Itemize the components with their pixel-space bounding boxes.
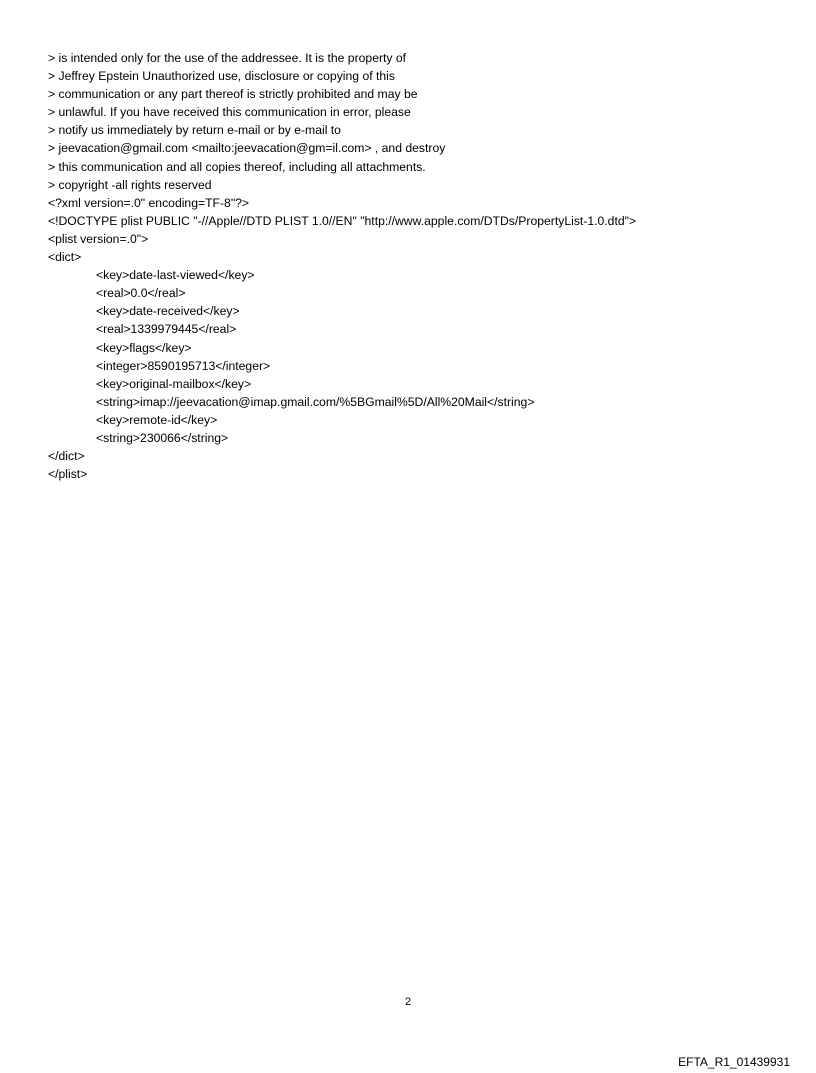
plist-close-line: </plist> <box>48 467 88 482</box>
dict-close-line: </dict> <box>48 449 85 464</box>
plist-entry-line: <key>date-last-viewed</key> <box>96 268 255 283</box>
page-number: 2 <box>404 996 412 1008</box>
plist-open-line: <plist version=.0"> <box>48 231 149 246</box>
plist-entry-line: <real>1339979445</real> <box>96 322 237 337</box>
text-line: > communication or any part thereof is strictly prohibited and may be <box>48 87 418 102</box>
plist-entry-line: <key>flags</key> <box>96 340 192 355</box>
text-line: > copyright -all rights reserved <box>48 177 212 192</box>
plist-entry-line: <integer>8590195713</integer> <box>96 358 271 373</box>
plist-entry-line: <real>0.0</real> <box>96 286 186 301</box>
plist-entry-line: <key>original-mailbox</key> <box>96 376 252 391</box>
text-line: > this communication and all copies thereof, including all attachments. <box>48 159 426 174</box>
text-line: > is intended only for the use of the addressee. It is the property of <box>48 51 407 65</box>
text-line: > notify us immediately by return e-mail or by e-mail to <box>48 123 341 138</box>
dict-open-line: <dict> <box>48 250 82 265</box>
xml-declaration-line: <?xml version=.0" encoding=TF-8"?> <box>48 195 250 210</box>
bates-number: EFTA_R1_01439931 <box>678 1055 790 1069</box>
text-line: > jeevacation@gmail.com <mailto:jeevacation@gm=il.com> , and destroy <box>48 141 446 156</box>
text-line: > unlawful. If you have received this communication in error, please <box>48 105 411 120</box>
plist-entry-line: <key>remote-id</key> <box>96 412 218 427</box>
text-line: > Jeffrey Epstein Unauthorized use, disclosure or copying of this <box>48 69 395 84</box>
document-body <box>48 49 788 483</box>
plist-entry-line: <string>230066</string> <box>96 430 229 445</box>
plist-entry-line: <string>imap://jeevacation@imap.gmail.com/%5BGmail%5D/All%20Mail</string> <box>96 394 535 409</box>
plist-entry-line: <key>date-received</key> <box>96 304 240 319</box>
doctype-line: <!DOCTYPE plist PUBLIC "-//Apple//DTD PLIST 1.0//EN" "http://www.apple.com/DTDs/PropertyList-1.0.dtd"> <box>48 213 637 228</box>
